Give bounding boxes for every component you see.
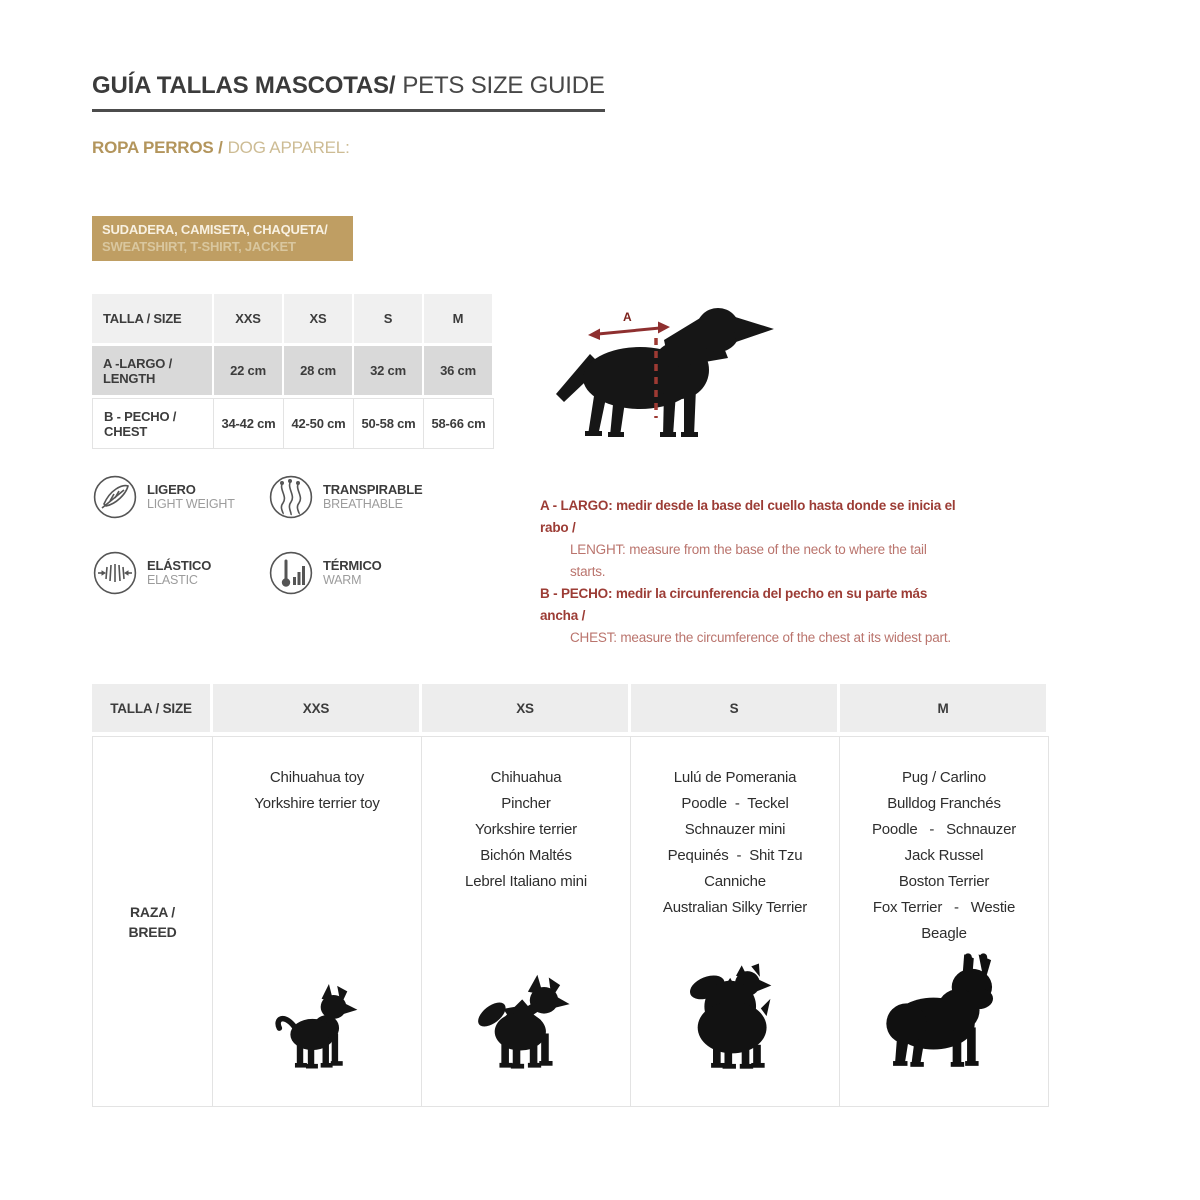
breed-item: Fox Terrier - Westie [872, 899, 1016, 916]
breed-item: Lulú de Pomerania [673, 769, 797, 786]
category-line-english: SWEATSHIRT, T-SHIRT, JACKET [102, 239, 296, 254]
measuring-instructions [540, 495, 960, 649]
breed-table-header-xs: XS [422, 684, 631, 732]
french-bulldog-silhouette [870, 952, 1018, 1074]
breed-table-header-s: S [631, 684, 840, 732]
breed-item: Pug / Carlino [901, 769, 987, 786]
breed-item: Bulldog Franchés [887, 795, 1001, 812]
breed-item: Boston Terrier [898, 873, 990, 890]
feature-name: LIGERO [147, 482, 196, 497]
chest-m: 58-66 cm [424, 398, 494, 449]
measure-a-arrow [588, 310, 670, 340]
category-line-spanish: SUDADERA, CAMISETA, CHAQUETA/ [102, 222, 328, 237]
page-title-english: PETS SIZE GUIDE [402, 72, 605, 99]
note-a-english [540, 539, 960, 583]
measure-a-label: A [623, 310, 632, 324]
note-b-text: medir la circunferencia del pecho en su parte más ancha / [540, 586, 928, 623]
length-row-label: A -LARGO / LENGTH [92, 346, 214, 395]
breed-item: Jack Russel [904, 847, 984, 864]
chihuahua-silhouette [271, 984, 363, 1074]
breed-item: Schnauzer mini [684, 821, 786, 838]
length-xxs: 22 cm [214, 346, 284, 395]
feature-name-en: ELASTIC [147, 573, 198, 587]
page-title [92, 72, 605, 112]
breed-size-table [92, 684, 1049, 1107]
breed-item: Beagle [921, 925, 967, 942]
breed-row-label [92, 736, 213, 1107]
size-table-header-m: M [424, 294, 494, 343]
feature-name-en: WARM [323, 573, 362, 587]
size-table-header-s: S [354, 294, 424, 343]
garment-category-box [92, 216, 353, 261]
feather-icon [92, 474, 138, 520]
pomeranian-silhouette [669, 962, 801, 1074]
longhair-chihuahua-silhouette [471, 974, 581, 1074]
breed-item: Pincher [501, 795, 551, 812]
breed-table-header-m: M [840, 684, 1049, 732]
breed-item: Yorkshire terrier [475, 821, 577, 838]
length-xs: 28 cm [284, 346, 354, 395]
length-m: 36 cm [424, 346, 494, 395]
breed-item: Bichón Maltés [480, 847, 572, 864]
section-subtitle [92, 138, 350, 158]
dog-measurement-diagram [552, 296, 778, 442]
thermometer-icon [268, 550, 314, 596]
breed-item: Pequinés - Shit Tzu [667, 847, 803, 864]
feature-elastic [92, 550, 268, 596]
size-table-header-label: TALLA / SIZE [92, 294, 214, 343]
page-title-spanish: GUÍA TALLAS MASCOTAS/ [92, 72, 396, 99]
breed-cell-xxs [213, 736, 422, 1107]
chest-row-label: B - PECHO / CHEST [92, 398, 214, 449]
note-b-text-en: measure the circumference of the chest at its widest part. [620, 630, 951, 645]
feature-breathable [268, 474, 518, 520]
breed-item: Australian Silky Terrier [662, 899, 808, 916]
note-b-english [540, 627, 960, 649]
note-a-label: A - LARGO: [540, 498, 613, 513]
fabric-features [92, 474, 518, 596]
note-a-text-en: measure from the base of the neck to where the tail starts. [570, 542, 927, 579]
chest-xxs: 34-42 cm [214, 398, 284, 449]
breed-row-label-line2: BREED [128, 923, 177, 940]
note-a-text: medir desde la base del cuello hasta donde se inicia el rabo / [540, 498, 956, 535]
note-b-label-en: CHEST: [570, 630, 617, 645]
breed-item: Yorkshire terrier toy [254, 795, 380, 812]
feature-name: TRANSPIRABLE [323, 482, 423, 497]
breed-item: Chihuahua toy [269, 769, 365, 786]
breed-item: Lebrel Italiano mini [465, 873, 587, 890]
breed-item: Poodle - Teckel [681, 795, 789, 812]
size-measurement-table [92, 294, 494, 449]
breed-item: Chihuahua [490, 769, 562, 786]
breed-cell-m [840, 736, 1049, 1107]
breed-cell-s [631, 736, 840, 1107]
size-table-header-xxs: XXS [214, 294, 284, 343]
elastic-icon [92, 550, 138, 596]
feature-name: ELÁSTICO [147, 558, 212, 573]
feature-warm [268, 550, 518, 596]
breed-item: Poodle - Schnauzer [871, 821, 1017, 838]
breathable-icon [268, 474, 314, 520]
note-b-label: B - PECHO: [540, 586, 613, 601]
note-a-spanish [540, 495, 960, 539]
feature-name-en: LIGHT WEIGHT [147, 497, 235, 511]
chest-s: 50-58 cm [354, 398, 424, 449]
breed-table-header-label: TALLA / SIZE [92, 684, 213, 732]
feature-lightweight [92, 474, 268, 520]
subtitle-english: DOG APPAREL: [227, 138, 350, 157]
length-s: 32 cm [354, 346, 424, 395]
subtitle-spanish: ROPA PERROS / [92, 138, 223, 157]
breed-item: Canniche [704, 873, 766, 890]
breed-cell-xs [422, 736, 631, 1107]
chest-xs: 42-50 cm [284, 398, 354, 449]
feature-name-en: BREATHABLE [323, 497, 403, 511]
breed-table-header-xxs: XXS [213, 684, 422, 732]
note-a-label-en: LENGHT: [570, 542, 626, 557]
breed-row-label-line1: RAZA / [130, 903, 175, 920]
size-table-header-xs: XS [284, 294, 354, 343]
feature-name: TÉRMICO [323, 558, 382, 573]
note-b-spanish [540, 583, 960, 627]
